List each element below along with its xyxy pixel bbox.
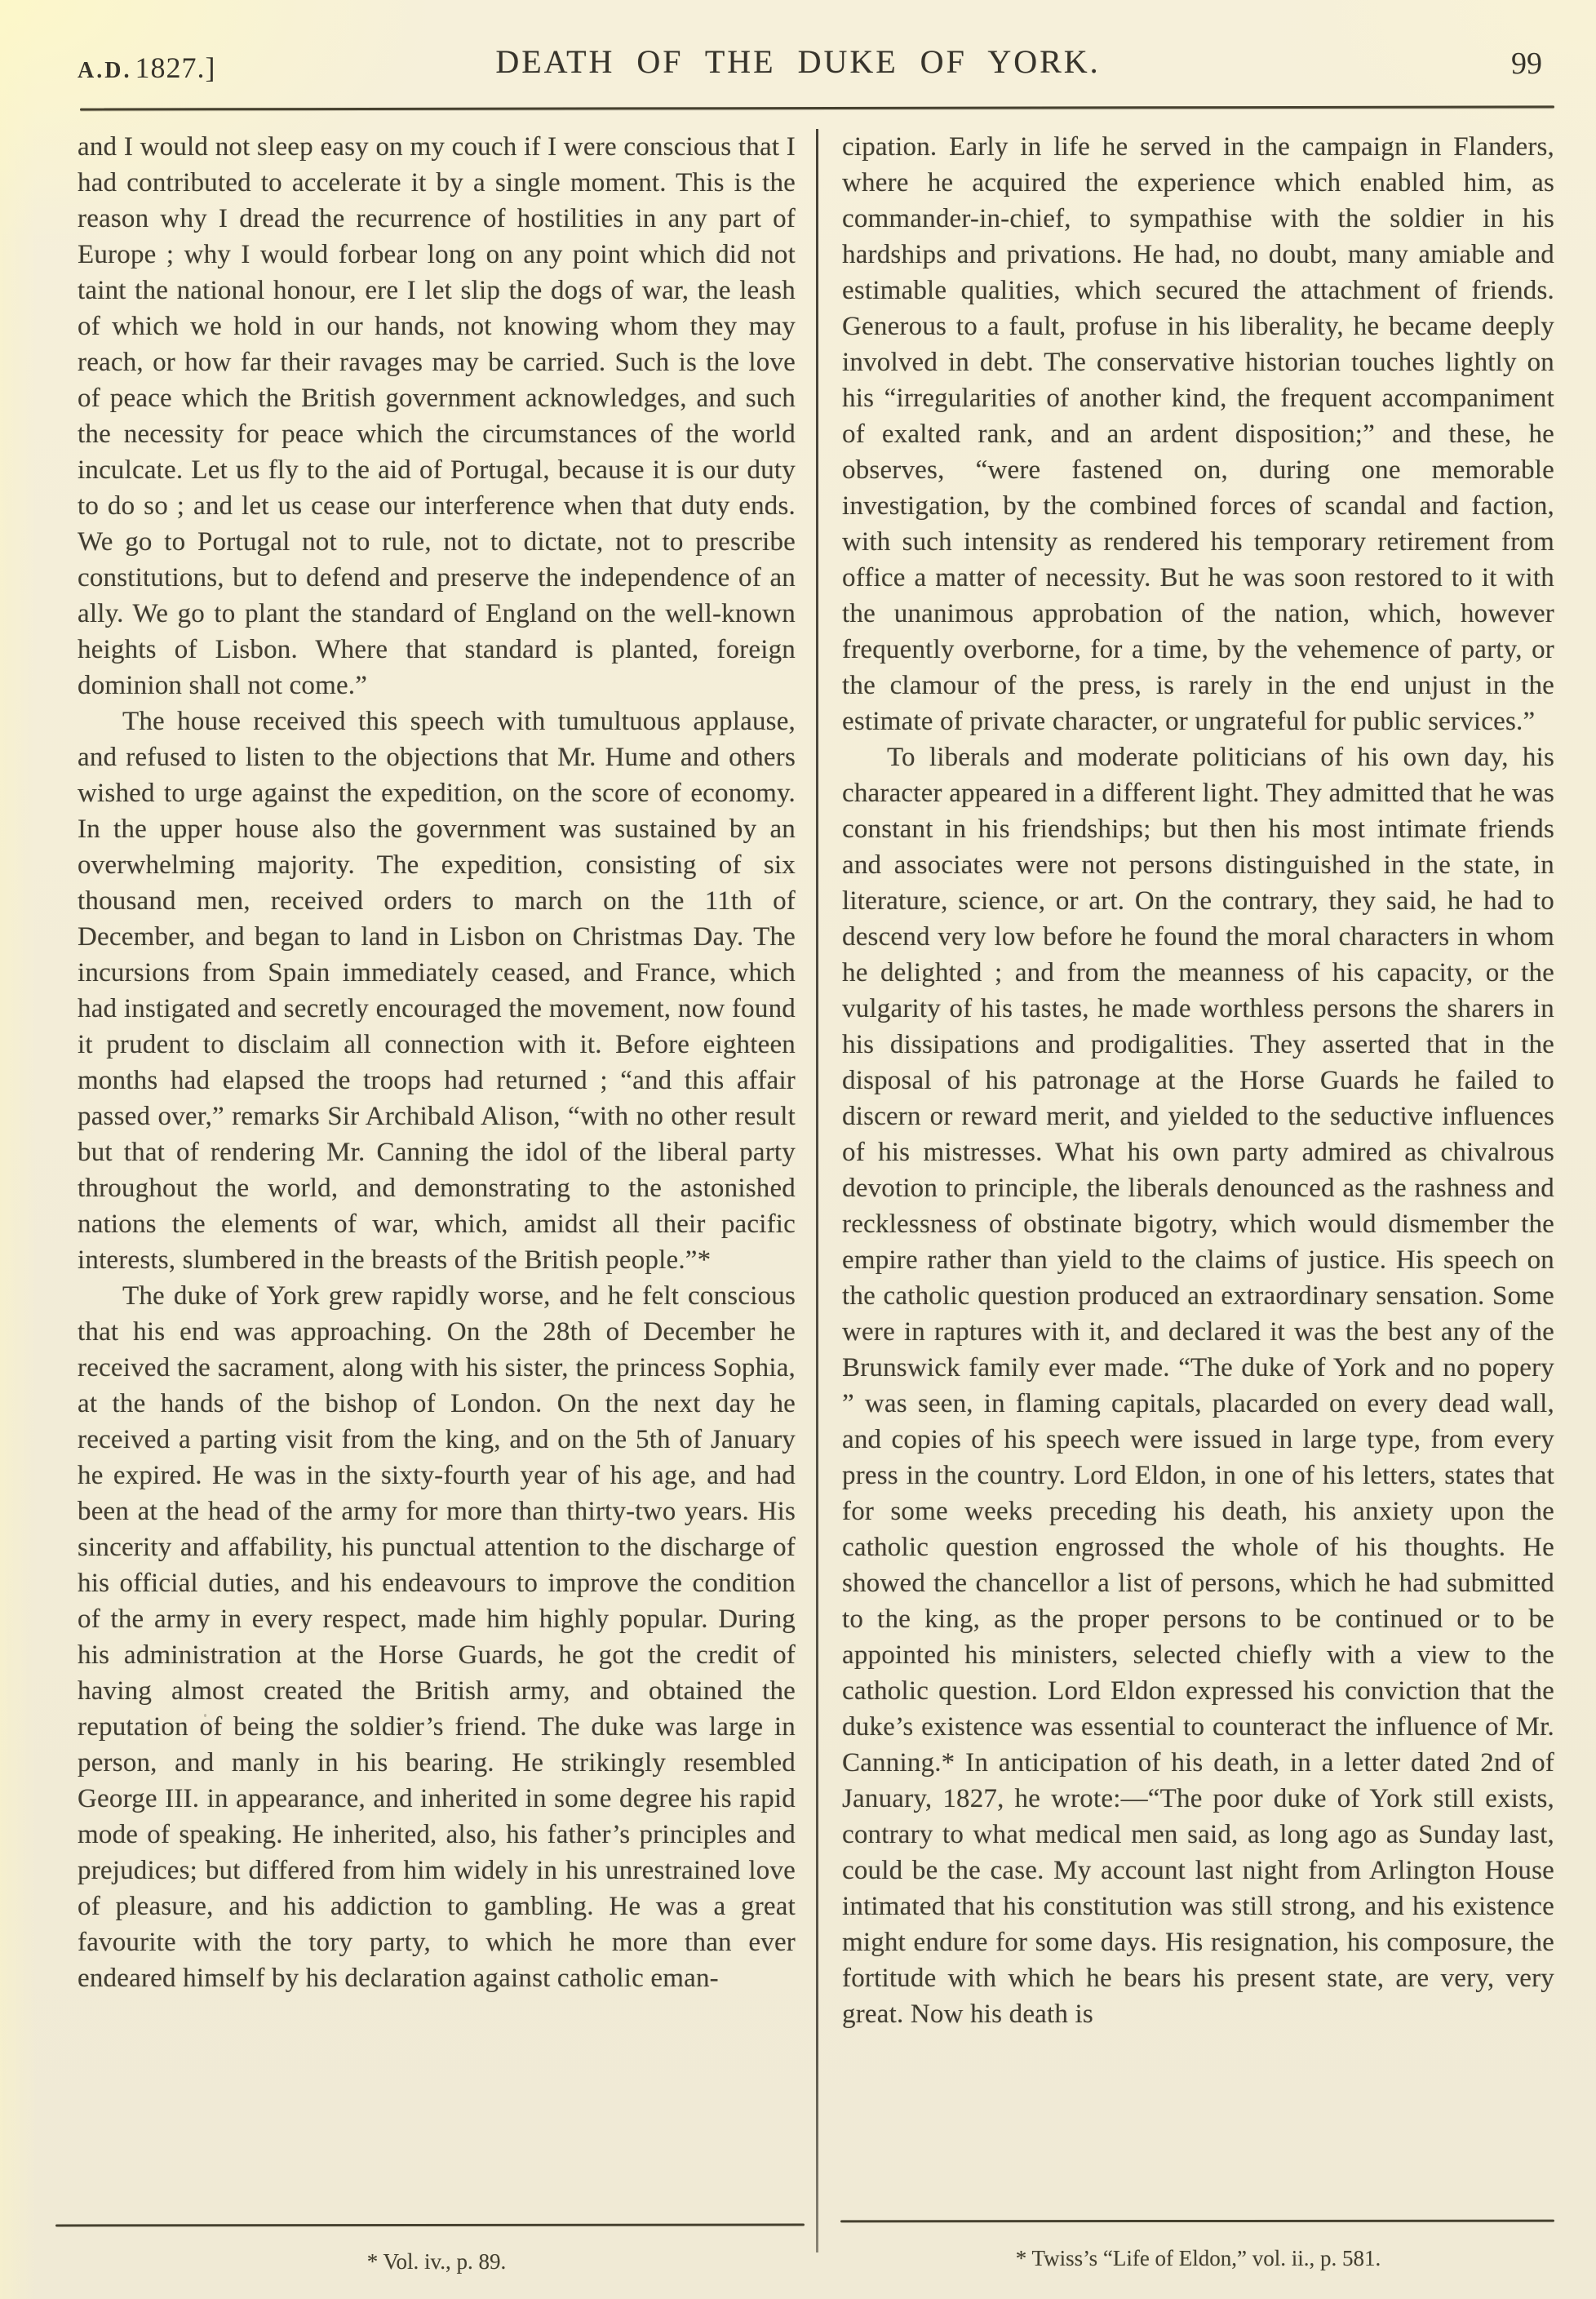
page-title: DEATH OF THE DUKE OF YORK. [495,43,1101,80]
right-column [842,129,1554,2032]
paragraph: and I would not sleep easy on my couch if I were conscious that I had contributed to accelerate it by a single moment. This is the reason why I dread the recurrence of hostilities in any part of Europe ; why I would forbear long on any point which did not taint the national honour, ere I let slip the dogs of war, the leash of which we hold in our hands, not knowing whom they may reach, or how far their ravages may be carried. Such is the love of peace which the British government acknowledges, and such the necessity for peace which the circumstances of the world inculcate. Let us fly to the aid of Portugal, because it is our duty to do so ; and let us cease our interference when that duty ends. We go to Portugal not to rule, not to dictate, not to prescribe constitutions, but to defend and preserve the independence of an ally. We go to plant the standard of England on the well-known heights of Lisbon. Where that standard is planted, foreign dominion shall not come.” [78,132,796,700]
right-footnote-rule [840,2220,1554,2223]
left-footnote: * Vol. iv., p. 89. [366,2249,507,2274]
paragraph: The duke of York grew rapidly worse, and he felt conscious that his end was approaching. On the 28th of December he received the sacrament, along with his sister, the princess Sophia, at the hands of the bishop of London. On the next day he received a parting visit from the king, and on the 5th of January he expired. He was in the sixty-fourth year of his age, and had been at the head of the army for more than thirty-two years. His sincerity and affability, his punctual attention to the discharge of his official duties, and his endeavours to improve the condition of the army in every respect, made him highly popular. During his administration at the Horse Guards, he got the credit of having almost created the British army, and obtained the reputation of being the soldier’s friend. The duke was large in person, and manly in his bearing. He strikingly resembled George III. in appearance, and inherited in some degree his rapid mode of speaking. He inherited, also, his father’s principles and prejudices; but differed from him widely in his unrestrained love of pleasure, and his addiction to gambling. He was a great favourite with the tory party, to which he more than ever endeared himself by his declaration against catholic eman- [78,1281,796,1993]
paragraph: The house received this speech with tumultuous applause, and refused to listen to the objections that Mr. Hume and others wished to urge against the expedition, on the score of economy. In the upper house also the government was sustained by an overwhelming majority. The expedition, consisting of six thousand men, received orders to march on the 11th of December, and began to land in Lisbon on Christmas Day. The incursions from Spain immediately ceased, and France, which had instigated and secretly encouraged the movement, now found it prudent to disclaim all connection with it. Before eighteen months had elapsed the troops had returned ; “and this affair passed over,” remarks Sir Archibald Alison, “with no other result but that of rendering Mr. Canning the idol of the liberal party throughout the world, and demonstrating to the astonished nations the elements of war, which, amidst all their pacific interests, slumbered in the breasts of the British people.”* [78,707,796,1275]
column-divider-rule [816,129,818,2252]
left-column [78,129,796,1996]
header-year-label: 1827.] [135,51,216,84]
header-rule [80,105,1554,110]
page-number: 99 [1511,47,1542,81]
left-footnote-rule [55,2224,805,2227]
paragraph: cipation. Early in life he served in the campaign in Flanders, where he acquired the experience which enabled him, as commander-in-chief, to sympathise with the soldier in his hardships and privations. He had, no doubt, many amiable and estimable qualities, which secured the attachment of friends. Generous to a fault, profuse in his liberality, he became deeply involved in debt. The conservative historian touches lightly on his “irregularities of another kind, the frequent accompaniment of exalted rank, and an ardent disposition;” and these, he observes, “were fastened on, during one memorable investigation, by the combined forces of scandal and faction, with such intensity as rendered his temporary retirement from office a matter of necessity. But he was soon restored to it with the unanimous approbation of the nation, which, however frequently overborne, for a time, by the vehemence of party, or the clamour of the press, is rarely in the end unjust in the estimate of private character, or ungrateful for public services.” [842,132,1554,736]
paragraph: To liberals and moderate politicians of his own day, his character appeared in a different light. They admitted that he was constant in his friendships; but then his most intimate friends and associates were not persons distinguished in the state, in literature, science, or art. On the contrary, they said, he had to descend very low before he found the moral characters in whom he delighted ; and from the meanness of his capacity, or the vulgarity of his tastes, he made worthless persons the sharers in his dissipations and prodigalities. They asserted that in the disposal of his patronage at the Horse Guards he failed to discern or reward merit, and yielded to the seductive influences of his mistresses. What his own party admired as chivalrous devotion to principle, the liberals denounced as the rashness and recklessness of obstinate bigotry, which would dismember the empire rather than yield to the claims of justice. His speech on the catholic question produced an extraordinary sensation. Some were in raptures with it, and declared it was the best any of the Brunswick family ever made. “The duke of York and no popery ” was seen, in flaming capitals, placarded on every dead wall, and copies of his speech were issued in large type, from every press in the country. Lord Eldon, in one of his letters, states that for some weeks preceding his death, his anxiety upon the catholic question engrossed the whole of his thoughts. He showed the chancellor a list of persons, which he had submitted to the king, as the proper persons to be continued or to be appointed his ministers, selected chiefly with a view to the catholic question. Lord Eldon expressed his conviction that the duke’s existence was essential to counteract the influence of Mr. Canning.* In anticipation of his death, in a letter dated 2nd of January, 1827, he wrote:—“The poor duke of York still exists, contrary to what medical men said, as long ago as Sunday last, could be the case. My account last night from Arlington House intimated that his constitution was still strong, and his existence might endure for some days. His resignation, his composure, the fortitude with which he bears his present state, are very, very great. Now his death is [842,743,1554,2029]
header-era-label: A.D. [78,58,132,83]
right-footnote: * Twiss’s “Life of Eldon,” vol. ii., p. 581. [1015,2246,1381,2270]
